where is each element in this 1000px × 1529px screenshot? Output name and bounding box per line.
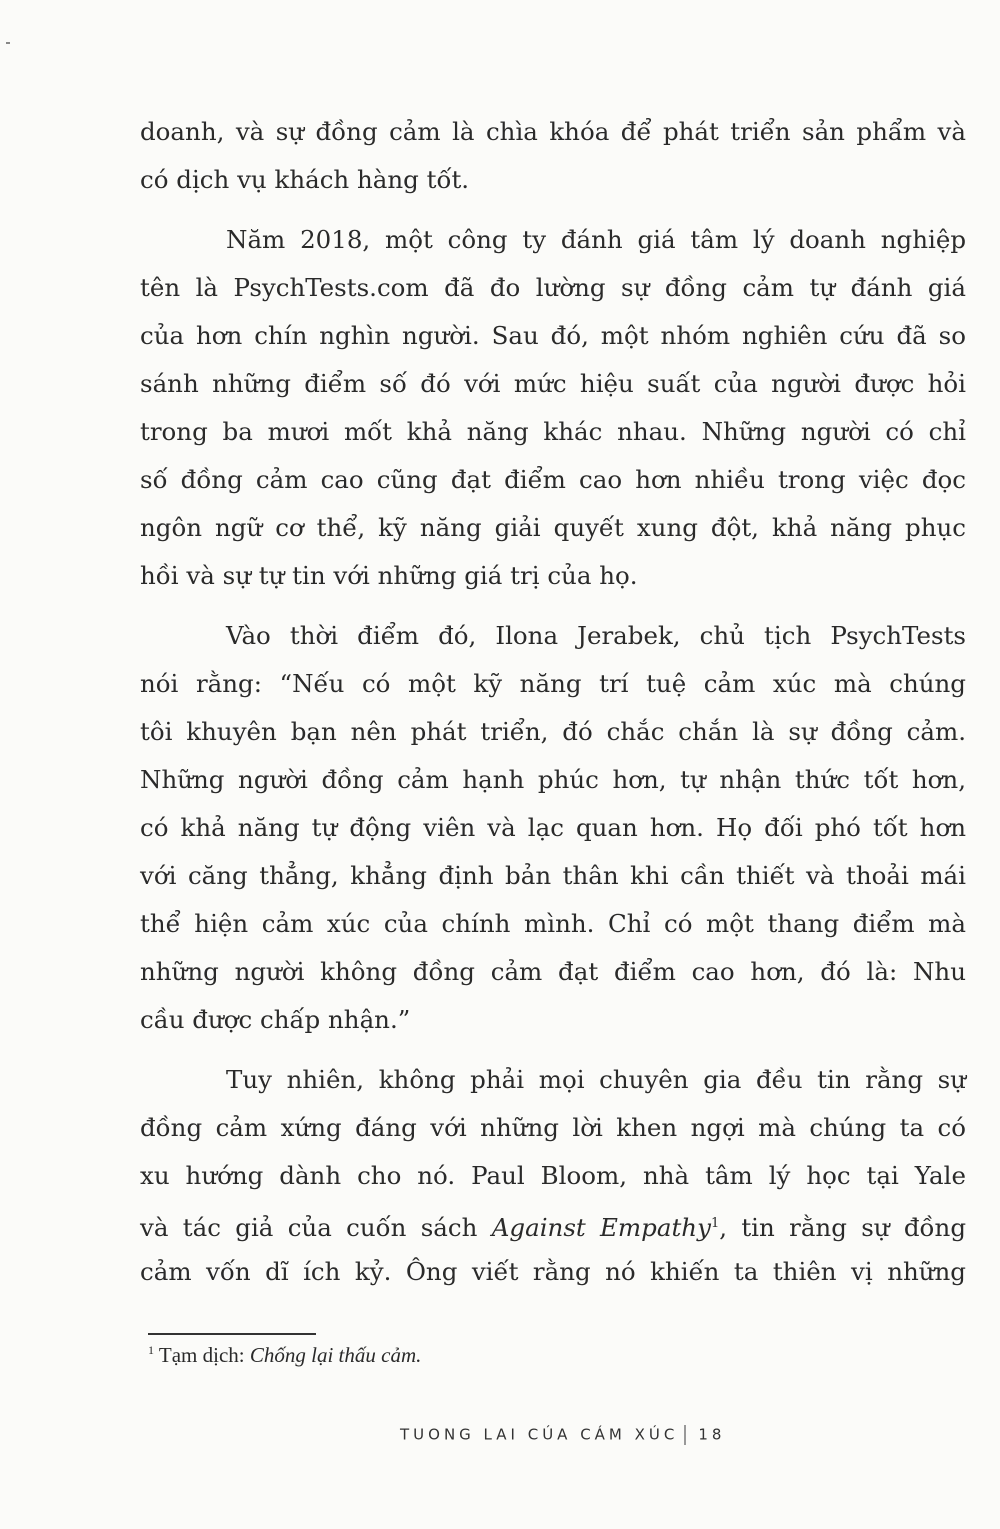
- text-line: xu hướng dành cho nó. Paul Bloom, nhà tâm lý học tại Yale: [140, 1161, 966, 1190]
- text-line: có khả năng tự động viên và lạc quan hơn. Họ đối phó tốt hơn: [140, 813, 966, 842]
- text-line: Những người đồng cảm hạnh phúc hơn, tự nhận thức tốt hơn,: [140, 765, 966, 794]
- text-line: tên là PsychTests.com đã đo lường sự đồng cảm tự đánh giá: [140, 273, 966, 302]
- paragraph-1: [140, 108, 966, 204]
- running-title: TUONG LAI CÚA CÁM XÚC: [400, 1425, 679, 1444]
- text-line: cảm vốn dĩ ích kỷ. Ông viết rằng nó khiến ta thiên vị những: [140, 1257, 966, 1286]
- footnote-ref[interactable]: 1: [710, 1216, 720, 1231]
- paragraph-2: [140, 216, 966, 600]
- text-span: , tin rằng sự đồng: [719, 1213, 967, 1243]
- text-line: đồng cảm xứng đáng với những lời khen ngợi mà chúng ta có: [140, 1113, 966, 1142]
- text-line: Tuy nhiên, không phải mọi chuyên gia đều tin rằng sự: [226, 1065, 966, 1094]
- text-line: với căng thẳng, khẳng định bản thân khi cần thiết và thoải mái: [140, 861, 966, 890]
- text-line: doanh, và sự đồng cảm là chìa khóa để phát triển sản phẩm và: [140, 117, 966, 146]
- text-line: sánh những điểm số đó với mức hiệu suất của người được hỏi: [140, 369, 966, 398]
- text-line: hồi và sự tự tin với những giá trị của họ.: [140, 561, 638, 590]
- text-line: Vào thời điểm đó, Ilona Jerabek, chủ tịch PsychTests: [226, 621, 966, 650]
- footnote: [148, 1343, 421, 1368]
- text-line: [140, 1200, 966, 1248]
- text-line: nói rằng: “Nếu có một kỹ năng trí tuệ cảm xúc mà chúng: [140, 669, 966, 698]
- text-line: của hơn chín nghìn người. Sau đó, một nhóm nghiên cứu đã so: [140, 321, 966, 350]
- footnote-label: Tạm dịch:: [158, 1343, 250, 1367]
- footnote-translation: Chống lại thấu cảm.: [249, 1343, 422, 1367]
- footer-divider: [684, 1425, 686, 1445]
- page-footer: [400, 1425, 725, 1445]
- text-line: tôi khuyên bạn nên phát triển, đó chắc chắn là sự đồng cảm.: [140, 717, 966, 746]
- paragraph-3: [140, 612, 966, 1044]
- body-text: [140, 108, 966, 1308]
- text-line: thể hiện cảm xúc của chính mình. Chỉ có một thang điểm mà: [140, 909, 966, 938]
- text-line: ngôn ngữ cơ thể, kỹ năng giải quyết xung đột, khả năng phục: [140, 513, 966, 542]
- footnote-divider: [148, 1333, 316, 1335]
- scan-mark: [6, 42, 10, 44]
- paragraph-4: [140, 1056, 966, 1296]
- footnote-marker: 1: [148, 1343, 154, 1357]
- text-line: có dịch vụ khách hàng tốt.: [140, 165, 470, 194]
- text-line: những người không đồng cảm đạt điểm cao hơn, đó là: Nhu: [140, 957, 966, 986]
- book-title: Against Empathy: [491, 1213, 711, 1243]
- text-line: Năm 2018, một công ty đánh giá tâm lý doanh nghiệp: [226, 225, 966, 254]
- page-number: 18: [698, 1425, 726, 1444]
- text-line: cầu được chấp nhận.”: [140, 1005, 411, 1034]
- text-line: trong ba mươi mốt khả năng khác nhau. Những người có chỉ: [140, 417, 966, 446]
- text-span: và tác giả của cuốn sách: [140, 1213, 492, 1243]
- text-line: số đồng cảm cao cũng đạt điểm cao hơn nhiều trong việc đọc: [140, 465, 966, 494]
